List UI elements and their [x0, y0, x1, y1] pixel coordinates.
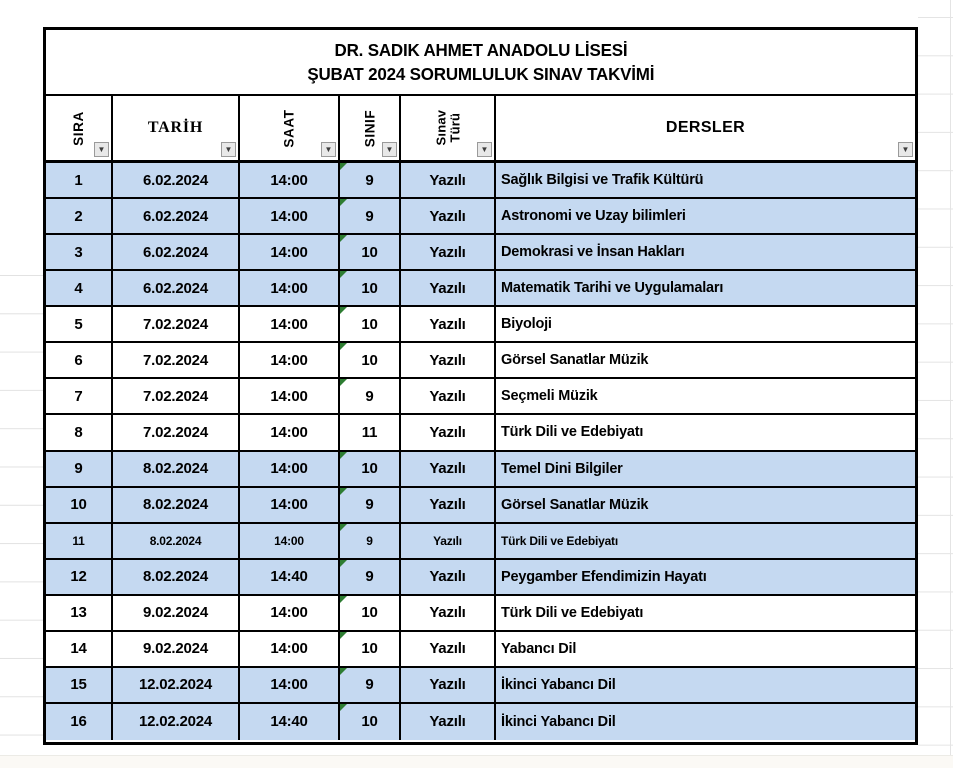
cell-sira[interactable]: 8	[46, 415, 113, 449]
table-row-14	[46, 632, 915, 668]
schedule-title: ŞUBAT 2024 SORUMLULUK SINAV TAKVİMİ	[307, 63, 654, 84]
cell-tarih[interactable]: 12.02.2024	[113, 704, 240, 740]
green-flag-icon	[340, 163, 347, 170]
green-flag-icon	[340, 488, 347, 495]
cell-sinif[interactable]	[340, 704, 401, 740]
cell-sira[interactable]: 11	[46, 524, 113, 558]
column-header-dersler[interactable]	[496, 96, 915, 160]
table-title-block	[46, 30, 915, 96]
cell-sira[interactable]: 15	[46, 668, 113, 702]
cell-dersler[interactable]: İkinci Yabancı Dil	[501, 713, 616, 730]
filter-arrow-icon: ▼	[480, 144, 489, 154]
cell-tarih[interactable]: 9.02.2024	[113, 596, 240, 630]
cell-sinav-turu[interactable]: Yazılı	[401, 596, 496, 630]
cell-sinif[interactable]	[340, 379, 401, 413]
cell-sinif-value: 10	[361, 604, 378, 622]
cell-sira[interactable]: 2	[46, 199, 113, 233]
cell-tarih[interactable]: 7.02.2024	[113, 415, 240, 449]
cell-dersler[interactable]: Görsel Sanatlar Müzik	[501, 352, 649, 369]
cell-tarih[interactable]: 8.02.2024	[113, 560, 240, 594]
filter-dropdown-sira[interactable]	[94, 142, 109, 157]
cell-sinif[interactable]	[340, 560, 401, 594]
cell-sira[interactable]: 9	[46, 452, 113, 486]
cell-tarih[interactable]: 6.02.2024	[113, 163, 240, 197]
column-header-sinav-turu[interactable]	[401, 96, 496, 160]
cell-dersler[interactable]: Matematik Tarihi ve Uygulamaları	[501, 280, 724, 297]
cell-tarih[interactable]: 8.02.2024	[113, 452, 240, 486]
table-row-3	[46, 235, 915, 271]
filter-arrow-icon: ▼	[385, 144, 394, 154]
filter-arrow-icon: ▼	[97, 144, 106, 154]
green-flag-icon	[340, 560, 347, 567]
table-row-13	[46, 596, 915, 632]
green-flag-icon	[340, 668, 347, 675]
table-row-1	[46, 163, 915, 199]
cell-saat[interactable]: 14:00	[240, 271, 340, 305]
cell-dersler[interactable]: Demokrasi ve İnsan Hakları	[501, 244, 685, 261]
cell-sira[interactable]: 13	[46, 596, 113, 630]
cell-sinif[interactable]	[340, 271, 401, 305]
cell-sinif-value: 10	[361, 713, 378, 731]
cell-tarih[interactable]: 6.02.2024	[113, 235, 240, 269]
cell-tarih[interactable]: 6.02.2024	[113, 199, 240, 233]
cell-sinav-turu[interactable]: Yazılı	[401, 379, 496, 413]
cell-sinav-turu[interactable]: Yazılı	[401, 704, 496, 740]
cell-saat[interactable]: 14:00	[240, 307, 340, 341]
green-flag-icon	[340, 632, 347, 639]
cell-saat[interactable]: 14:00	[240, 379, 340, 413]
table-row-6	[46, 343, 915, 379]
table-row-11	[46, 524, 915, 560]
cell-sinav-turu[interactable]: Yazılı	[401, 668, 496, 702]
cell-sinif[interactable]: 11	[340, 415, 401, 449]
table-row-8	[46, 415, 915, 451]
cell-sinif-value: 9	[365, 676, 374, 694]
green-flag-icon	[340, 596, 347, 603]
cell-sinif[interactable]	[340, 596, 401, 630]
school-name-title: DR. SADIK AHMET ANADOLU LİSESİ	[334, 39, 627, 60]
cell-sinav-turu[interactable]: Yazılı	[401, 415, 496, 449]
table-row-4	[46, 271, 915, 307]
cell-saat[interactable]: 14:00	[240, 596, 340, 630]
cell-sinif-value: 10	[361, 243, 378, 261]
bottom-edge-strip	[0, 755, 953, 768]
cell-sira[interactable]: 14	[46, 632, 113, 666]
cell-saat[interactable]: 14:00	[240, 452, 340, 486]
filter-dropdown-tarih[interactable]	[221, 142, 236, 157]
cell-dersler[interactable]: Görsel Sanatlar Müzik	[501, 496, 649, 513]
cell-saat[interactable]: 14:00	[240, 415, 340, 449]
column-header-sinif[interactable]	[340, 96, 401, 160]
filter-dropdown-dersler[interactable]	[898, 142, 913, 157]
cell-tarih[interactable]: 6.02.2024	[113, 271, 240, 305]
green-flag-icon	[340, 271, 347, 278]
cell-sinif[interactable]	[340, 452, 401, 486]
cell-sinif-value: 9	[366, 533, 373, 548]
cell-sinif-value: 10	[361, 351, 378, 369]
table-row-12	[46, 560, 915, 596]
cell-dersler[interactable]: Astronomi ve Uzay bilimleri	[501, 208, 686, 225]
cell-sira[interactable]: 1	[46, 163, 113, 197]
cell-saat[interactable]: 14:00	[240, 163, 340, 197]
table-row-7	[46, 379, 915, 415]
cell-saat[interactable]: 14:00	[240, 235, 340, 269]
cell-sinav-turu[interactable]: Yazılı	[401, 199, 496, 233]
cell-dersler[interactable]: Türk Dili ve Edebiyatı	[501, 424, 644, 441]
cell-sinif[interactable]	[340, 235, 401, 269]
cell-sinif[interactable]	[340, 163, 401, 197]
cell-saat[interactable]: 14:00	[240, 343, 340, 377]
cell-sinif-value: 9	[365, 496, 374, 514]
sheet-gridline-vertical	[950, 0, 951, 756]
cell-sinav-turu[interactable]: Yazılı	[401, 271, 496, 305]
cell-sinav-turu[interactable]: Yazılı	[401, 163, 496, 197]
exam-schedule-table	[43, 27, 918, 745]
cell-tarih[interactable]: 7.02.2024	[113, 307, 240, 341]
filter-dropdown-sinif[interactable]	[382, 142, 397, 157]
cell-dersler[interactable]: Biyoloji	[501, 316, 552, 333]
table-row-2	[46, 199, 915, 235]
table-row-16	[46, 704, 915, 740]
table-row-9	[46, 452, 915, 488]
cell-sira[interactable]: 3	[46, 235, 113, 269]
cell-sinif[interactable]	[340, 632, 401, 666]
cell-sinav-turu[interactable]: Yazılı	[401, 307, 496, 341]
cell-sinif-value: 9	[365, 387, 374, 405]
green-flag-icon	[340, 524, 347, 531]
cell-sinav-turu[interactable]: Yazılı	[401, 488, 496, 522]
cell-dersler[interactable]: Seçmeli Müzik	[501, 388, 598, 405]
cell-dersler[interactable]: Peygamber Efendimizin Hayatı	[501, 568, 707, 585]
column-header-sira-label: SIRA	[71, 110, 86, 146]
cell-sinif-value: 9	[365, 568, 374, 586]
cell-sinif[interactable]	[340, 668, 401, 702]
column-header-tarih[interactable]	[113, 96, 240, 160]
cell-sinif-value: 10	[361, 640, 378, 658]
column-header-dersler-label: DERSLER	[665, 119, 746, 136]
cell-tarih[interactable]: 8.02.2024	[113, 524, 240, 558]
cell-sinif[interactable]	[340, 343, 401, 377]
green-flag-icon	[340, 199, 347, 206]
column-header-sinav-turu-label: Sınav Türü	[432, 110, 462, 146]
table-row-15	[46, 668, 915, 704]
cell-sira[interactable]: 10	[46, 488, 113, 522]
cell-dersler[interactable]: İkinci Yabancı Dil	[501, 676, 616, 693]
table-body	[46, 163, 915, 740]
cell-saat[interactable]: 14:00	[240, 632, 340, 666]
column-header-sinif-label: SINIF	[361, 109, 377, 147]
green-flag-icon	[340, 379, 347, 386]
cell-tarih[interactable]: 7.02.2024	[113, 343, 240, 377]
cell-saat[interactable]: 14:40	[240, 560, 340, 594]
green-flag-icon	[340, 452, 347, 459]
cell-sinif-value: 10	[361, 315, 378, 333]
cell-dersler[interactable]: Temel Dini Bilgiler	[501, 460, 623, 477]
cell-tarih[interactable]: 7.02.2024	[113, 379, 240, 413]
cell-sinif[interactable]	[340, 199, 401, 233]
cell-sira[interactable]: 7	[46, 379, 113, 413]
cell-saat[interactable]: 14:40	[240, 704, 340, 740]
cell-sinif-value: 9	[365, 171, 374, 189]
cell-saat[interactable]: 14:00	[240, 199, 340, 233]
cell-sinav-turu[interactable]: Yazılı	[401, 524, 496, 558]
sheet-gridlines-right	[918, 0, 953, 756]
cell-sinav-turu[interactable]: Yazılı	[401, 452, 496, 486]
column-header-sira[interactable]	[46, 96, 113, 160]
filter-dropdown-sinav-turu[interactable]	[477, 142, 492, 157]
cell-saat[interactable]: 14:00	[240, 488, 340, 522]
cell-sinav-turu[interactable]: Yazılı	[401, 343, 496, 377]
column-header-saat-label: SAAT	[281, 108, 297, 148]
column-header-tarih-label: TARİH	[147, 119, 204, 136]
cell-saat[interactable]: 14:00	[240, 668, 340, 702]
cell-sira[interactable]: 4	[46, 271, 113, 305]
cell-sinif[interactable]	[340, 524, 401, 558]
cell-sinif[interactable]	[340, 488, 401, 522]
cell-sinif-value: 10	[361, 279, 378, 297]
cell-sira[interactable]: 6	[46, 343, 113, 377]
green-flag-icon	[340, 704, 347, 711]
cell-dersler[interactable]: Sağlık Bilgisi ve Trafik Kültürü	[501, 172, 704, 189]
cell-sinav-turu[interactable]: Yazılı	[401, 560, 496, 594]
cell-sinav-turu[interactable]: Yazılı	[401, 632, 496, 666]
cell-dersler[interactable]: Yabancı Dil	[501, 640, 577, 657]
cell-sinif-value: 10	[361, 460, 378, 478]
column-header-saat[interactable]	[240, 96, 340, 160]
cell-sira[interactable]: 16	[46, 704, 113, 740]
cell-dersler[interactable]: Türk Dili ve Edebiyatı	[501, 604, 644, 621]
table-row-10	[46, 488, 915, 524]
filter-arrow-icon: ▼	[224, 144, 233, 154]
cell-sinav-turu[interactable]: Yazılı	[401, 235, 496, 269]
green-flag-icon	[340, 235, 347, 242]
cell-dersler[interactable]: Türk Dili ve Edebiyatı	[501, 533, 618, 548]
sheet-gridlines-left	[0, 260, 43, 760]
filter-dropdown-saat[interactable]	[321, 142, 336, 157]
column-header-row	[46, 96, 915, 163]
cell-sinif[interactable]	[340, 307, 401, 341]
green-flag-icon	[340, 343, 347, 350]
table-row-5	[46, 307, 915, 343]
filter-arrow-icon: ▼	[324, 144, 333, 154]
cell-sinif-value: 9	[365, 207, 374, 225]
cell-sira[interactable]: 5	[46, 307, 113, 341]
cell-saat[interactable]: 14:00	[240, 524, 340, 558]
cell-sira[interactable]: 12	[46, 560, 113, 594]
cell-tarih[interactable]: 12.02.2024	[113, 668, 240, 702]
filter-arrow-icon: ▼	[901, 144, 910, 154]
cell-tarih[interactable]: 9.02.2024	[113, 632, 240, 666]
green-flag-icon	[340, 307, 347, 314]
cell-tarih[interactable]: 8.02.2024	[113, 488, 240, 522]
